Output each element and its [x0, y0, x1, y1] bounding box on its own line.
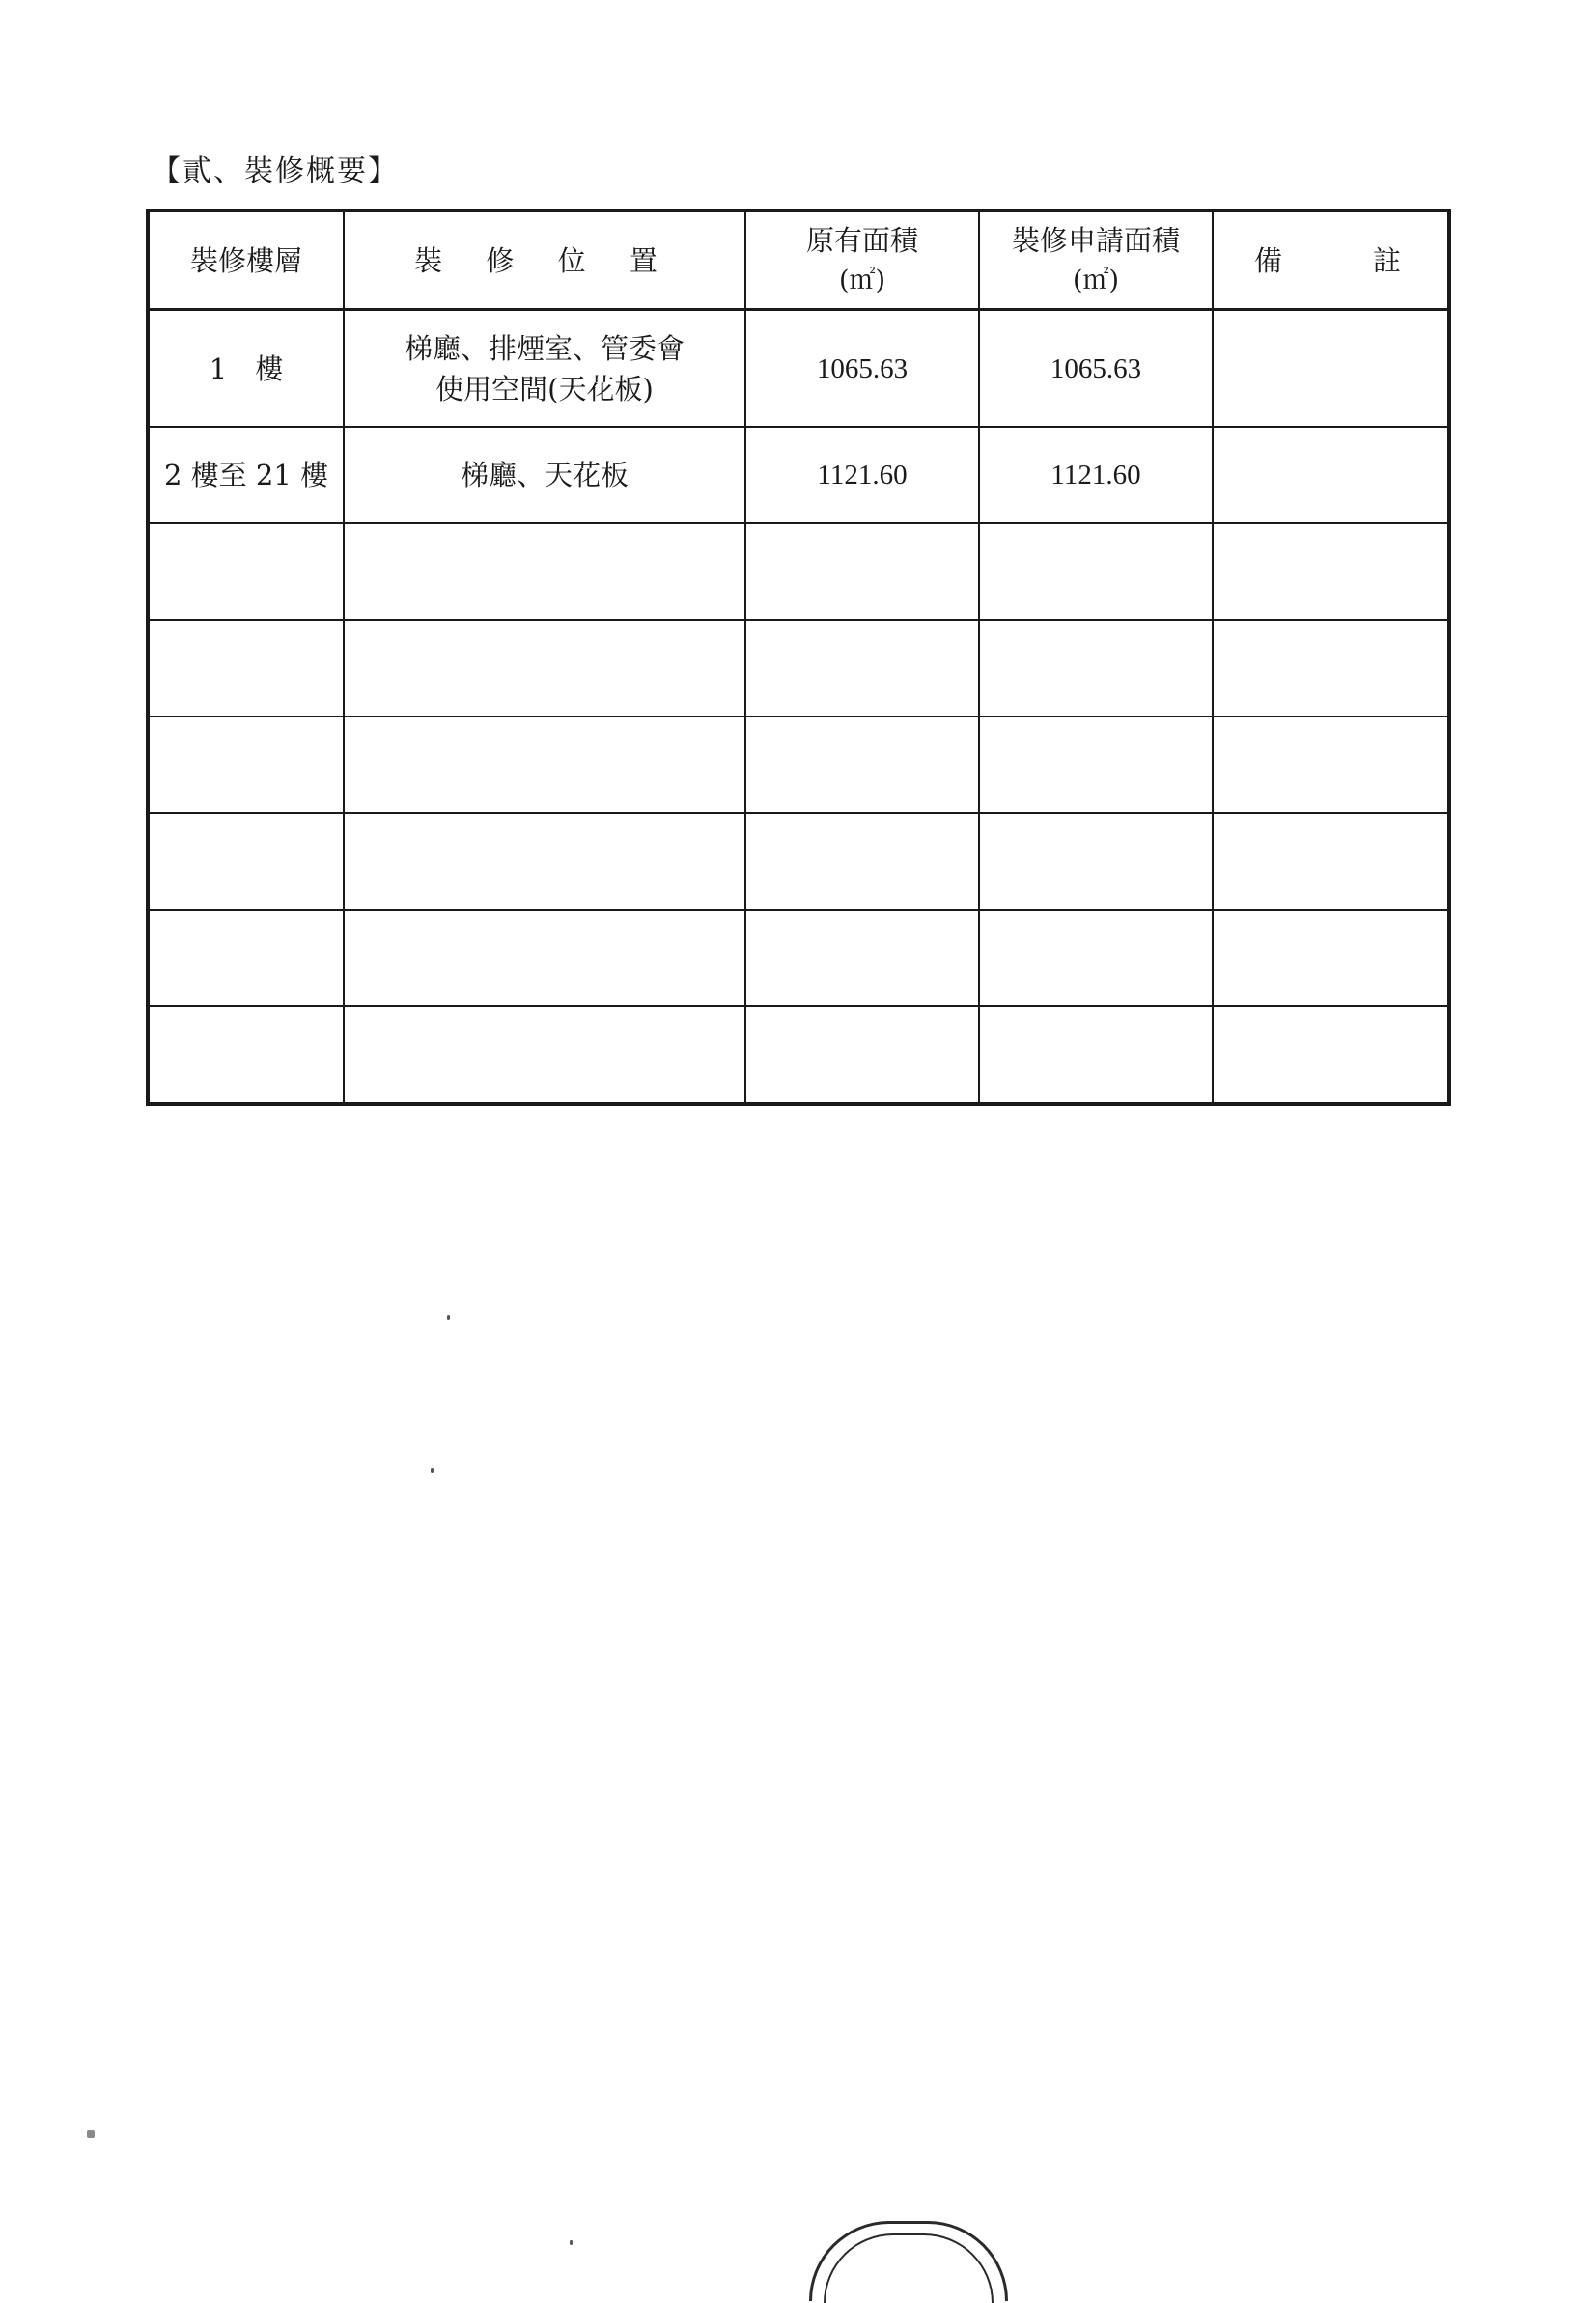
- header-requested-area-label: 裝修申請面積: [1011, 223, 1180, 257]
- cell-location: [344, 427, 745, 523]
- scan-speck: [431, 1468, 434, 1473]
- cell-location-line: 使用空間(天花板): [435, 372, 654, 406]
- scan-speck: [87, 2130, 95, 2138]
- header-requested-area-unit: (㎡): [1072, 265, 1120, 295]
- header-original-area-label: 原有面積: [805, 223, 918, 257]
- cell-note: [1213, 310, 1449, 428]
- header-requested-area: [979, 211, 1213, 310]
- header-note-left: 備: [1254, 243, 1283, 277]
- table-row: [148, 310, 1449, 428]
- cell-requested-area: 1121.60: [979, 427, 1213, 523]
- header-location-label: 裝 修 位 置: [414, 243, 675, 277]
- section-title: 【貳、裝修概要】: [152, 154, 399, 188]
- header-note: [1213, 211, 1449, 310]
- empty-table-row: [148, 1006, 1449, 1104]
- empty-table-row: [148, 523, 1449, 620]
- table-row: [148, 427, 1449, 523]
- cell-requested-area: 1065.63: [979, 310, 1213, 428]
- cell-original-area: 1065.63: [745, 310, 979, 428]
- header-floor: 裝修樓層: [148, 211, 344, 310]
- renovation-summary-table: [146, 209, 1451, 1106]
- scan-speck: [447, 1315, 450, 1320]
- empty-table-row: [148, 716, 1449, 813]
- official-seal-stamp: [809, 2221, 1008, 2301]
- cell-location: [344, 310, 745, 428]
- empty-table-row: [148, 910, 1449, 1006]
- empty-table-row: [148, 813, 1449, 910]
- table-header-row: [148, 211, 1449, 310]
- empty-table-row: [148, 620, 1449, 716]
- cell-floor: 1 樓: [148, 310, 344, 428]
- header-original-area: [745, 211, 979, 310]
- header-original-area-unit: (㎡): [838, 265, 886, 295]
- header-location: [344, 211, 745, 310]
- cell-location-line: 梯廳、天花板: [460, 459, 629, 491]
- cell-note: [1213, 427, 1449, 523]
- cell-floor: 2 樓至 21 樓: [148, 427, 344, 523]
- header-note-right: 註: [1372, 243, 1401, 277]
- cell-original-area: 1121.60: [745, 427, 979, 523]
- scan-speck: [570, 2240, 573, 2245]
- cell-location-line: 梯廳、排煙室、管委會: [404, 331, 685, 365]
